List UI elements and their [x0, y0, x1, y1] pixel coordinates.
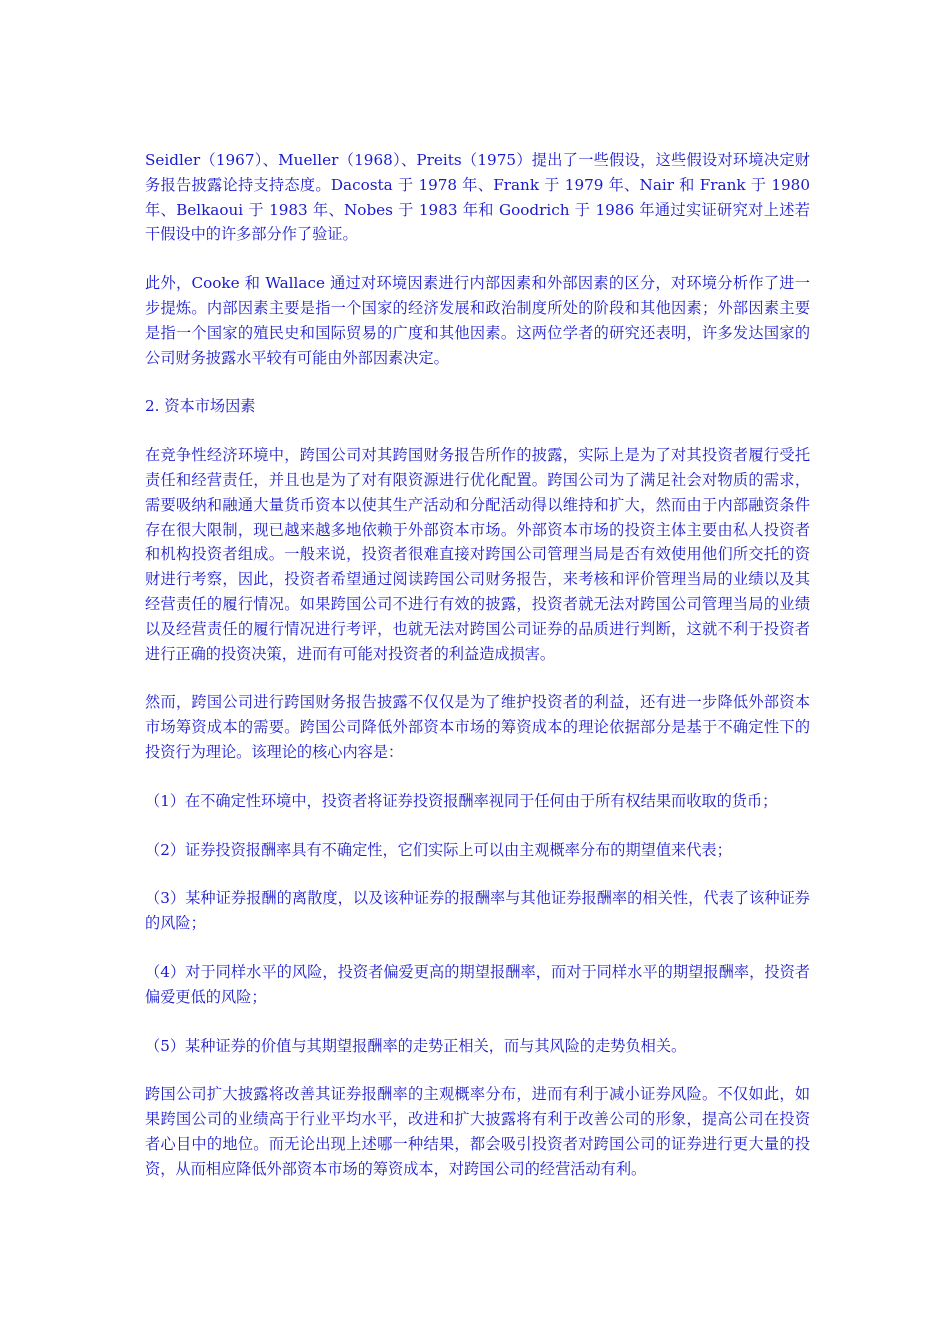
- list-item-1: （1）在不确定性环境中，投资者将证券投资报酬率视同于任何由于所有权结果而收取的货币；: [145, 791, 778, 810]
- paragraph-financing-cost: 然而，跨国公司进行跨国财务报告披露不仅仅是为了维护投资者的利益，还有进一步降低外部资本市场筹资成本的需要。跨国公司降低外部资本市场的筹资成本的理论依据部分是基于不确定性下的投资行为理论。该理论的核心内容是：: [145, 693, 810, 761]
- list-item-3: （3）某种证券报酬的离散度，以及该种证券的报酬率与其他证券报酬率的相关性，代表了该种证券的风险；: [145, 889, 810, 933]
- paragraph-environment-hypotheses: Seidler（1967）、Mueller（1968）、Preits（1975）提出了一些假设，这些假设对环境决定财务报告披露论持支持态度。Dacosta 于 1978 年、Frank 于 1979 年、Nair 和 Frank 于 1980 年、Belkaoui 于 1983 年、Nobes 于 1983 年和 Goodrich 于 1986 年通过实证研究对上述若干假设中的许多部分作了验证。: [145, 151, 810, 244]
- paragraph-competitive-environment: 在竞争性经济环境中，跨国公司对其跨国财务报告所作的披露，实际上是为了对其投资者履行受托责任和经营责任，并且也是为了对有限资源进行优化配置。跨国公司为了满足社会对物质的需求，需要吸纳和融通大量货币资本以使其生产活动和分配活动得以维持和扩大，然而由于内部融资条件存在很大限制，现已越来越多地依赖于外部资本市场。外部资本市场的投资主体主要由私人投资者和机构投资者组成。一般来说，投资者很难直接对跨国公司管理当局是否有效使用他们所交托的资财进行考察，因此，投资者希望通过阅读跨国公司财务报告，来考核和评价管理当局的业绩以及其经营责任的履行情况。如果跨国公司不进行有效的披露，投资者就无法对跨国公司管理当局的业绩以及经营责任的履行情况进行考评，也就无法对跨国公司证券的品质进行判断，这就不利于投资者进行正确的投资决策，进而有可能对投资者的利益造成损害。: [145, 446, 810, 663]
- list-item-2: （2）证券投资报酬率具有不确定性，它们实际上可以由主观概率分布的期望值来代表；: [145, 840, 732, 859]
- section-heading-capital-market: 2. 资本市场因素: [145, 397, 256, 416]
- paragraph-cooke-wallace: 此外，Cooke 和 Wallace 通过对环境因素进行内部因素和外部因素的区分，对环境分析作了进一步提炼。内部因素主要是指一个国家的经济发展和政治制度所处的阶段和其他因素；外部因素主要是指一个国家的殖民史和国际贸易的广度和其他因素。这两位学者的研究还表明，许多发达国家的公司财务披露水平较有可能由外部因素决定。: [145, 274, 810, 367]
- paragraph-conclusion: 跨国公司扩大披露将改善其证券报酬率的主观概率分布，进而有利于减小证券风险。不仅如此，如果跨国公司的业绩高于行业平均水平，改进和扩大披露将有利于改善公司的形象，提高公司在投资者心目中的地位。而无论出现上述哪一种结果，都会吸引投资者对跨国公司的证券进行更大量的投资，从而相应降低外部资本市场的筹资成本，对跨国公司的经营活动有利。: [145, 1085, 810, 1178]
- list-item-5: （5）某种证券的价值与其期望报酬率的走势正相关，而与其风险的走势负相关。: [145, 1036, 687, 1055]
- list-item-4: （4）对于同样水平的风险，投资者偏爱更高的期望报酬率，而对于同样水平的期望报酬率，投资者偏爱更低的风险；: [145, 962, 810, 1006]
